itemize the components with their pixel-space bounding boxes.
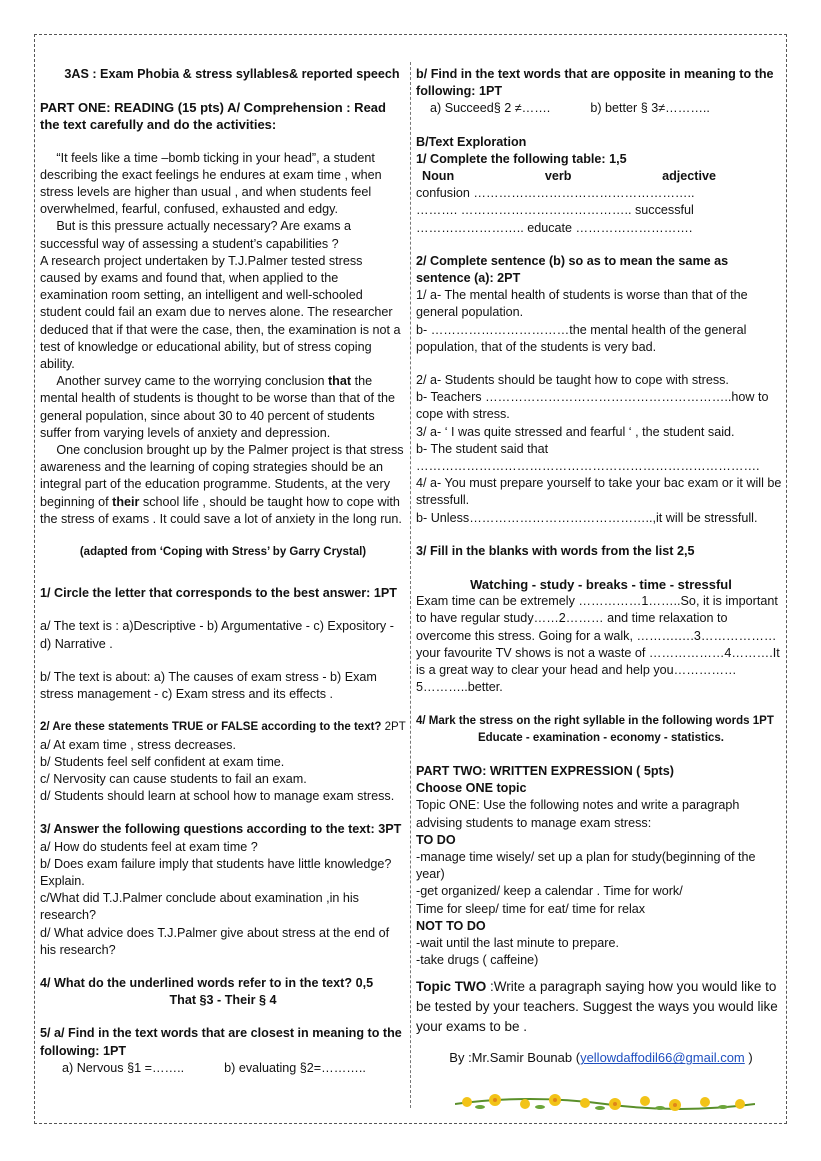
synonym-a: a) Nervous §1 =…….. [62, 1060, 185, 1075]
rewrite-line: b- The student said that [416, 441, 549, 456]
rewrite-question-title: 2/ Complete sentence (b) so as to mean the same as sentence (a): 2PT [416, 253, 729, 286]
author-signature: By :Mr.Samir Bounab (yellowdaffodil66@gmail.com ) [449, 1050, 753, 1066]
rewrite-line: 4/ a- You must prepare yourself to take your bac exam or it will be stressfull. [416, 476, 782, 508]
question-1b: b/ The text is about: a) The causes of exam stress - b) Exam stress management - c) Exam stress and its effects . [40, 669, 377, 702]
question-1a: a/ The text is : a)Descriptive - b) Argumentative - c) Expository - d) Narrative . [40, 619, 394, 651]
left-column [40, 66, 406, 1077]
fill-blanks-text: Exam time can be extremely ……………1……..So, it is important to have regular study……2……… and time relaxation to overcome this stress. Going for a walk, ……….….3………………your favourite TV shows is not a waste of ………………4……….It is a great way to clear your head and help you……………5………..better. [416, 594, 780, 695]
stress-question-title: 4/ Mark the stress on the right syllable in the following words 1PT [416, 714, 774, 727]
right-column [416, 66, 786, 1067]
reading-paragraph-4: Another survey came to the worrying conclusion that the mental health of students is thought to be worse than that of the general population, since about 30 to 40 percent of students suffer from varying levels of anxiety and depression. [40, 374, 395, 440]
todo-title: TO DO [416, 832, 456, 847]
table-headers: Noun verb adjective [422, 169, 716, 184]
question-3b: b/ Does exam failure imply that students have little knowledge? Explain. [40, 856, 392, 888]
todo-item: Time for sleep/ time for eat/ time for relax [416, 901, 646, 916]
table-question-title: 1/ Complete the following table: 1,5 [416, 151, 627, 166]
topic-two: Topic TWO :Write a paragraph saying how you would like to be tested by your teachers. Suggest the ways you would like your exams to be . [416, 979, 778, 1035]
question-4-title: 4/ What do the underlined words refer to in the text? 0,5 [40, 975, 374, 990]
rewrite-line: 1/ a- The mental health of students is worse than that of the general population. [416, 288, 748, 320]
rewrite-line: b- ……………………………the mental health of the general population, that of the students is very bad. [416, 322, 747, 354]
not-todo-item: -wait until the last minute to prepare. [416, 935, 620, 950]
question-2-title: 2/ Are these statements TRUE or FALSE according to the text? 2PT [40, 721, 406, 734]
question-5b-items [416, 100, 786, 117]
part-two-title: PART TWO: WRITTEN EXPRESSION ( 5pts) [416, 763, 674, 778]
table-row-3: …………………….. educate ………………………. [416, 220, 693, 235]
statement-d: d/ Students should learn at school how to manage exam stress. [40, 789, 395, 804]
question-5a-items [40, 1060, 406, 1077]
reading-paragraph-2: But is this pressure actually necessary? Are exams a successful way of assessing a student’s capabilities ? [40, 219, 352, 251]
opposite-a: a) Succeed§ 2 ≠……. [430, 101, 551, 116]
question-4-words: That §3 - Their § 4 [169, 993, 277, 1008]
rewrite-line: ………………………………………………………………………. [416, 459, 760, 474]
flower-border-decoration [455, 1092, 755, 1114]
rewrite-line: b- Teachers …………………………………………………..how to cope with stress. [416, 390, 769, 422]
rewrite-line: b- Unless……………………………………..,it will be stressfull. [416, 510, 758, 525]
question-5a-title: 5/ a/ Find in the text words that are closest in meaning to the following: 1PT [40, 1026, 402, 1058]
text-source: (adapted from ‘Coping with Stress’ by Garry Crystal) [79, 546, 367, 559]
rewrite-line: 2/ a- Students should be taught how to cope with stress. [416, 373, 729, 388]
question-3a: a/ How do students feel at exam time ? [40, 839, 258, 854]
todo-item: -get organized/ keep a calendar . Time for work/ [416, 884, 683, 899]
not-todo-item: -take drugs ( caffeine) [416, 953, 539, 968]
choose-topic: Choose ONE topic [416, 781, 527, 796]
statement-b: b/ Students feel self confident at exam time. [40, 754, 285, 769]
statement-c: c/ Nervosity can cause students to fail an exam. [40, 771, 307, 786]
question-1-title: 1/ Circle the letter that corresponds to the best answer: 1PT [40, 586, 397, 601]
stress-words: Educate - examination - economy - statistics. [477, 731, 725, 744]
text-exploration-title: B/Text Exploration [416, 134, 527, 149]
todo-item: -manage time wisely/ set up a plan for study(beginning of the year) [416, 849, 756, 882]
question-3c: c/What did T.J.Palmer conclude about examination ,in his research? [40, 891, 359, 923]
question-5b-title: b/ Find in the text words that are opposite in meaning to the following: 1PT [416, 67, 774, 99]
question-3d: d/ What advice does T.J.Palmer give about stress at the end of his research? [40, 925, 390, 957]
word-list: Watching - study - breaks - time - stressful [470, 577, 732, 593]
topic-one: Topic ONE: Use the following notes and write a paragraph advising students to manage exam stress: [416, 798, 740, 830]
part-one-title: PART ONE: READING (15 pts) A/ Comprehension : Read the text carefully and do the activities: [40, 100, 386, 133]
question-3-title: 3/ Answer the following questions according to the text: 3PT [40, 822, 402, 837]
not-todo-title: NOT TO DO [416, 918, 486, 933]
opposite-b: b) better § 3≠……….. [590, 101, 710, 116]
reading-paragraph-3: A research project undertaken by T.J.Palmer tested stress caused by exams and found that, when applied to the examination room setting, an intelligent and well-schooled student could fail an exam due to nerves alone. The researcher deduced that if that were the case, then, the examination is not a test of knowledge or educational ability, but of stress coping ability. [40, 253, 401, 372]
synonym-b: b) evaluating §2=……….. [224, 1060, 366, 1075]
reading-paragraph-1: “It feels like a time –bomb ticking in your head”, a student describing the exact feelings he endures at exam time , when stress levels are higher than usual , and when students feel overwhelmed, fearful, confused, exhausted and edgy. [40, 150, 382, 217]
column-divider [410, 62, 411, 1108]
reading-paragraph-5: One conclusion brought up by the Palmer project is that stress awareness and the learning of coping strategies should be an integral part of the education programme. Students, at the very beginning of their school life , should be taught how to cope with the stress of exams . It could save a lot of anxiety in the long run. [40, 443, 404, 526]
author-email-link[interactable]: yellowdaffodil66@gmail.com [580, 1050, 745, 1066]
fill-blanks-title: 3/ Fill in the blanks with words from the list 2,5 [416, 543, 695, 558]
table-row-1: confusion …………………………………………….. [416, 186, 695, 201]
statement-a: a/ At exam time , stress decreases. [40, 737, 236, 752]
worksheet-title: 3AS : Exam Phobia & stress syllables& reported speech [64, 67, 400, 81]
table-row-2: ………. ………………………………….. successful [416, 203, 694, 218]
rewrite-line: 3/ a- ‘ I was quite stressed and fearful ‘ , the student said. [416, 424, 735, 439]
